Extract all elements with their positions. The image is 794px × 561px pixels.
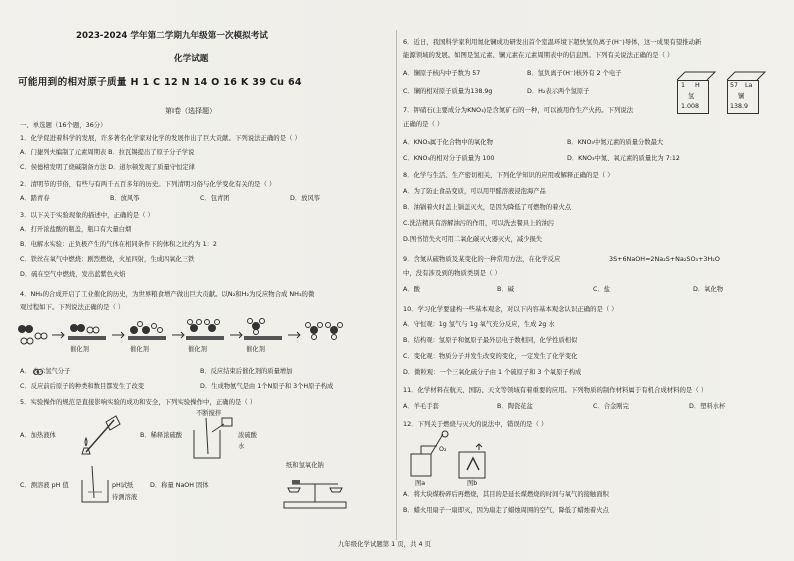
q5-option-b: B．稀释浓硫酸 — [140, 432, 183, 439]
hydrogen-cell — [677, 80, 709, 114]
q2-option-c: C．包青团 — [200, 195, 230, 202]
q5-option-d: D．称量 NaOH 固体 — [150, 482, 209, 489]
q7-option-d: D．KNO₃中氮、氧元素的质量比为 7:12 — [567, 155, 680, 162]
fig-a-label: 图a — [415, 480, 426, 487]
q3-stem: 3．以下关于实验现象的描述中，正确的是（ ） — [20, 211, 154, 219]
lanthanum-number: 57 — [730, 82, 739, 89]
catalyst-label-3: 催化剂 — [188, 346, 207, 353]
q9-option-d: D．氧化物 — [693, 286, 724, 293]
q8-option-a: A．为了防止食品变质，可以用甲醛溶液浸泡海产品 — [403, 188, 546, 195]
q1-options-ab: A．门捷列夫编制了元素周期表 B．拉瓦锡提出了原子分子学说 — [20, 149, 195, 156]
atomic-mass-line: 可能用到的相对原子质量 H 1 C 12 N 14 O 16 K 39 Cu 64 — [18, 77, 302, 88]
q4-option-c: C．反应前后原子的种类和数目都发生了改变 — [20, 383, 145, 390]
q10-option-d: D．微粒观：一个三氧化硫分子由 1 个硫原子和 3 个氧原子构成 — [403, 369, 582, 376]
q6-option-c: C．镧的相对原子质量为138.9g — [403, 88, 493, 95]
q5-option-c: C．测溶液 pH 值 — [20, 482, 69, 489]
q6-option-b: B．氢负离子(H⁻)核外有 2 个电子 — [527, 70, 622, 77]
q5-option-a: A．加热液体 — [20, 432, 56, 439]
q9-equation: 3S+6NaOH=2Na₂S+Na₂SO₃+3H₂O — [609, 255, 720, 263]
arrow-icon — [288, 332, 300, 338]
q9-stem-line1: 9．含氮从硫物质及某变化的一种常用方法，在化学反应 — [403, 255, 561, 263]
q2-option-a: A．踏青春 — [20, 195, 50, 202]
q11-option-a: A．羊毛手套 — [403, 403, 439, 410]
reactant-molecules — [18, 325, 47, 344]
catalyst-stage-3 — [186, 320, 224, 341]
q7-stem-line2: 正确的是（ ） — [403, 120, 444, 128]
q10-option-b: B．结构观：氢原子和氦原子最外层电子数相同，化学性质相似 — [403, 337, 578, 344]
q6-stem-line1: 6．近日，我国科学家利用氮化镧成功研发出首个室温环境下超快氢负离子(H⁻)导体，这一成果有望推动新 — [403, 38, 702, 46]
q8-option-d: D.图书馆失火可用二氧化碳灭火器灭火，减少损失 — [403, 236, 543, 243]
q7-stem-line1: 7．钾硝石(主要成分为KNO₃)是含氮矿石的一种，可以被用作生产火药。下列说法 — [403, 106, 634, 114]
hydrogen-molecule-icon — [33, 369, 43, 375]
ammonia-products — [306, 323, 343, 340]
q5-stem: 5．实验操作的规范是直接影响实验的成功和安全，下列实验操作中，正确的是（ ） — [20, 398, 257, 406]
q4-option-d: D．生成物氨气是由 1个N原子和 3个H原子构成 — [200, 383, 334, 390]
subject-title: 化学试题 — [174, 54, 209, 64]
q4-option-b: B．反应结束后催化剂的质量增加 — [200, 368, 293, 375]
hydrogen-name: 氢 — [688, 93, 695, 100]
q8-option-b: B．油锅着火时盖上锅盖灭火，是因为降低了可燃物的着火点 — [403, 204, 572, 211]
q4-stem-line1: 4．NH₃的合成开启了工业催化的历史，为世界粮食增产做出巨大贡献。以N₂和H₂为反应物合成 NH₃的微 — [20, 290, 315, 298]
q8-stem: 8．化学与生活、生产密切相关，下列化学知识的应用或解释正确的是（ ） — [403, 171, 614, 179]
label-ph-paper: pH试纸 — [112, 482, 134, 489]
q10-stem: 10．学习化学要建构一些基本观念，对以下内容基本观念认识正确的是（ ） — [403, 305, 618, 313]
balance-illustration — [280, 472, 352, 512]
heating-liquid-illustration — [76, 412, 136, 458]
lanthanum-mass: 138.9 — [730, 103, 749, 110]
combustion-illustration — [409, 430, 499, 482]
q3-option-b: B．电解水实验：正负极产生的气体在相同条件下的体积之比约为 1：2 — [20, 241, 217, 248]
catalyst-stage-2 — [128, 322, 166, 341]
part1-title: 第Ⅰ卷（选择题） — [165, 107, 217, 115]
q3-option-d: D．硫在空气中燃烧，发出蓝紫色火焰 — [20, 271, 126, 278]
q3-option-c: C．铁丝在氧气中燃烧：剧烈燃烧，火星四射，生成四氧化三铁 — [20, 256, 195, 263]
q2-option-b: B．放风筝 — [110, 195, 140, 202]
catalyst-stage-4 — [244, 319, 282, 341]
q1-stem: 1．化学促进着科学的发展，许多著名化学家对化学的发展作出了巨大贡献。下列说法正确的是（ ） — [20, 134, 301, 142]
hydrogen-mass: 1.008 — [681, 103, 700, 110]
q9-stem-line2: 中，没有涉及到的物质类别是（ ） — [403, 269, 501, 277]
q11-stem: 11．化学材料在航天、国防、天文等领域有着重要的应用。下列物质的制作材料属于有机合成材料的是（ ） — [403, 386, 708, 394]
lanthanum-cell — [727, 80, 759, 114]
q4-option-a: A． 表示氢气分子 — [20, 368, 71, 375]
q8-option-c: C.洗洁精具有溶解油污的作用，可以洗去餐具上的油污 — [403, 220, 555, 227]
hydrogen-symbol: H — [695, 82, 700, 89]
q9-option-b: B．碱 — [497, 286, 514, 293]
q9-option-c: C．盐 — [593, 286, 610, 293]
arrow-icon — [230, 332, 242, 338]
q2-option-d: D．放风筝 — [290, 195, 321, 202]
q11-option-d: D．塑料水杯 — [689, 403, 726, 410]
catalyst-label-4: 催化剂 — [246, 346, 265, 353]
q10-option-a: A．守恒观：1g 氢气与 1g 氧气充分反应，生成 2g 水 — [403, 321, 555, 328]
q11-option-c: C．合金刚完 — [593, 403, 629, 410]
q7-option-a: A．KNO₃属于化合物中的氧化物 — [403, 139, 493, 146]
q4-stem-line2: 观过程如下。下列说法正确的是（ ） — [20, 303, 125, 311]
q10-option-c: C．变化观：物质分子并发生改变的变化，一定发生了化学变化 — [403, 353, 578, 360]
page-footer: 九年级化学试题第 1 页，共 4 页 — [338, 540, 431, 548]
q12-stem: 12．下列关于燃烧与灭火的说法中，错误的是（ ） — [403, 420, 548, 428]
catalyst-label-2: 催化剂 — [130, 346, 149, 353]
q2-stem: 2．清明节的节俗，有些与有两千五百多年的历史。下列清明习俗与化学变化有关的是（ ） — [20, 180, 276, 188]
dilution-illustration — [186, 416, 246, 462]
q11-option-b: B．陶瓷花盆 — [497, 403, 533, 410]
arrow-icon — [172, 332, 184, 338]
lanthanum-name: 镧 — [738, 93, 745, 100]
q1-options-cd: C．侯德榜发明了烧碱制备方法 D．道尔顿发现了质量守恒定律 — [20, 164, 195, 171]
q3-option-a: A．打开浓盐酸的瓶盖，瓶口有大量白烟 — [20, 226, 132, 233]
hydrogen-number: 1 — [681, 82, 686, 89]
arrow-icon — [52, 332, 64, 338]
catalyst-label-1: 催化剂 — [70, 346, 89, 353]
label-test-solution: 待测溶液 — [112, 494, 138, 501]
cell-3d-edges — [673, 68, 769, 82]
label-balance: 纸和氢氧化钠 — [286, 462, 324, 469]
q6-stem-line2: 能源领域的发展。如图是氢元素、镧元素在元素周期表中的信息图。下列有关说法正确的是（ ） — [403, 51, 674, 59]
right-column — [397, 0, 794, 561]
label-water: 水 — [238, 443, 245, 450]
q6-option-a: A．镧原子核内中子数为 57 — [403, 70, 481, 77]
label-acid: 浓硫酸 — [238, 432, 257, 439]
q7-option-c: C．KNO₃的相对分子质量为 100 — [403, 155, 495, 162]
oxygen-label: O₂ — [439, 446, 447, 453]
q9-option-a: A．酸 — [403, 286, 420, 293]
exam-title: 2023-2024 学年第二学期九年级第一次模拟考试 — [76, 31, 268, 41]
q12-option-a: A．将大块煤粉碎后再燃烧，其目的是延长煤燃烧的时间与氧气的接触面积 — [403, 491, 609, 498]
fig-b-label: 图b — [467, 480, 478, 487]
label-stir: 不断搅拌 — [196, 410, 222, 417]
lanthanum-symbol: La — [745, 82, 753, 89]
section-instruction: 一、单选题（16个题，36分） — [20, 121, 107, 129]
q7-option-b: B．KNO₃中氮元素的质量分数最大 — [567, 139, 664, 146]
q6-option-d: D．H₂表示两个氢原子 — [527, 88, 590, 95]
q12-option-b: B．蜡火用扇子一扇即灭，因为扇走了蜡烛周围的空气，降低了蜡烛着火点 — [403, 507, 609, 514]
arrow-icon — [112, 332, 124, 338]
catalyst-stage-1 — [68, 324, 106, 340]
